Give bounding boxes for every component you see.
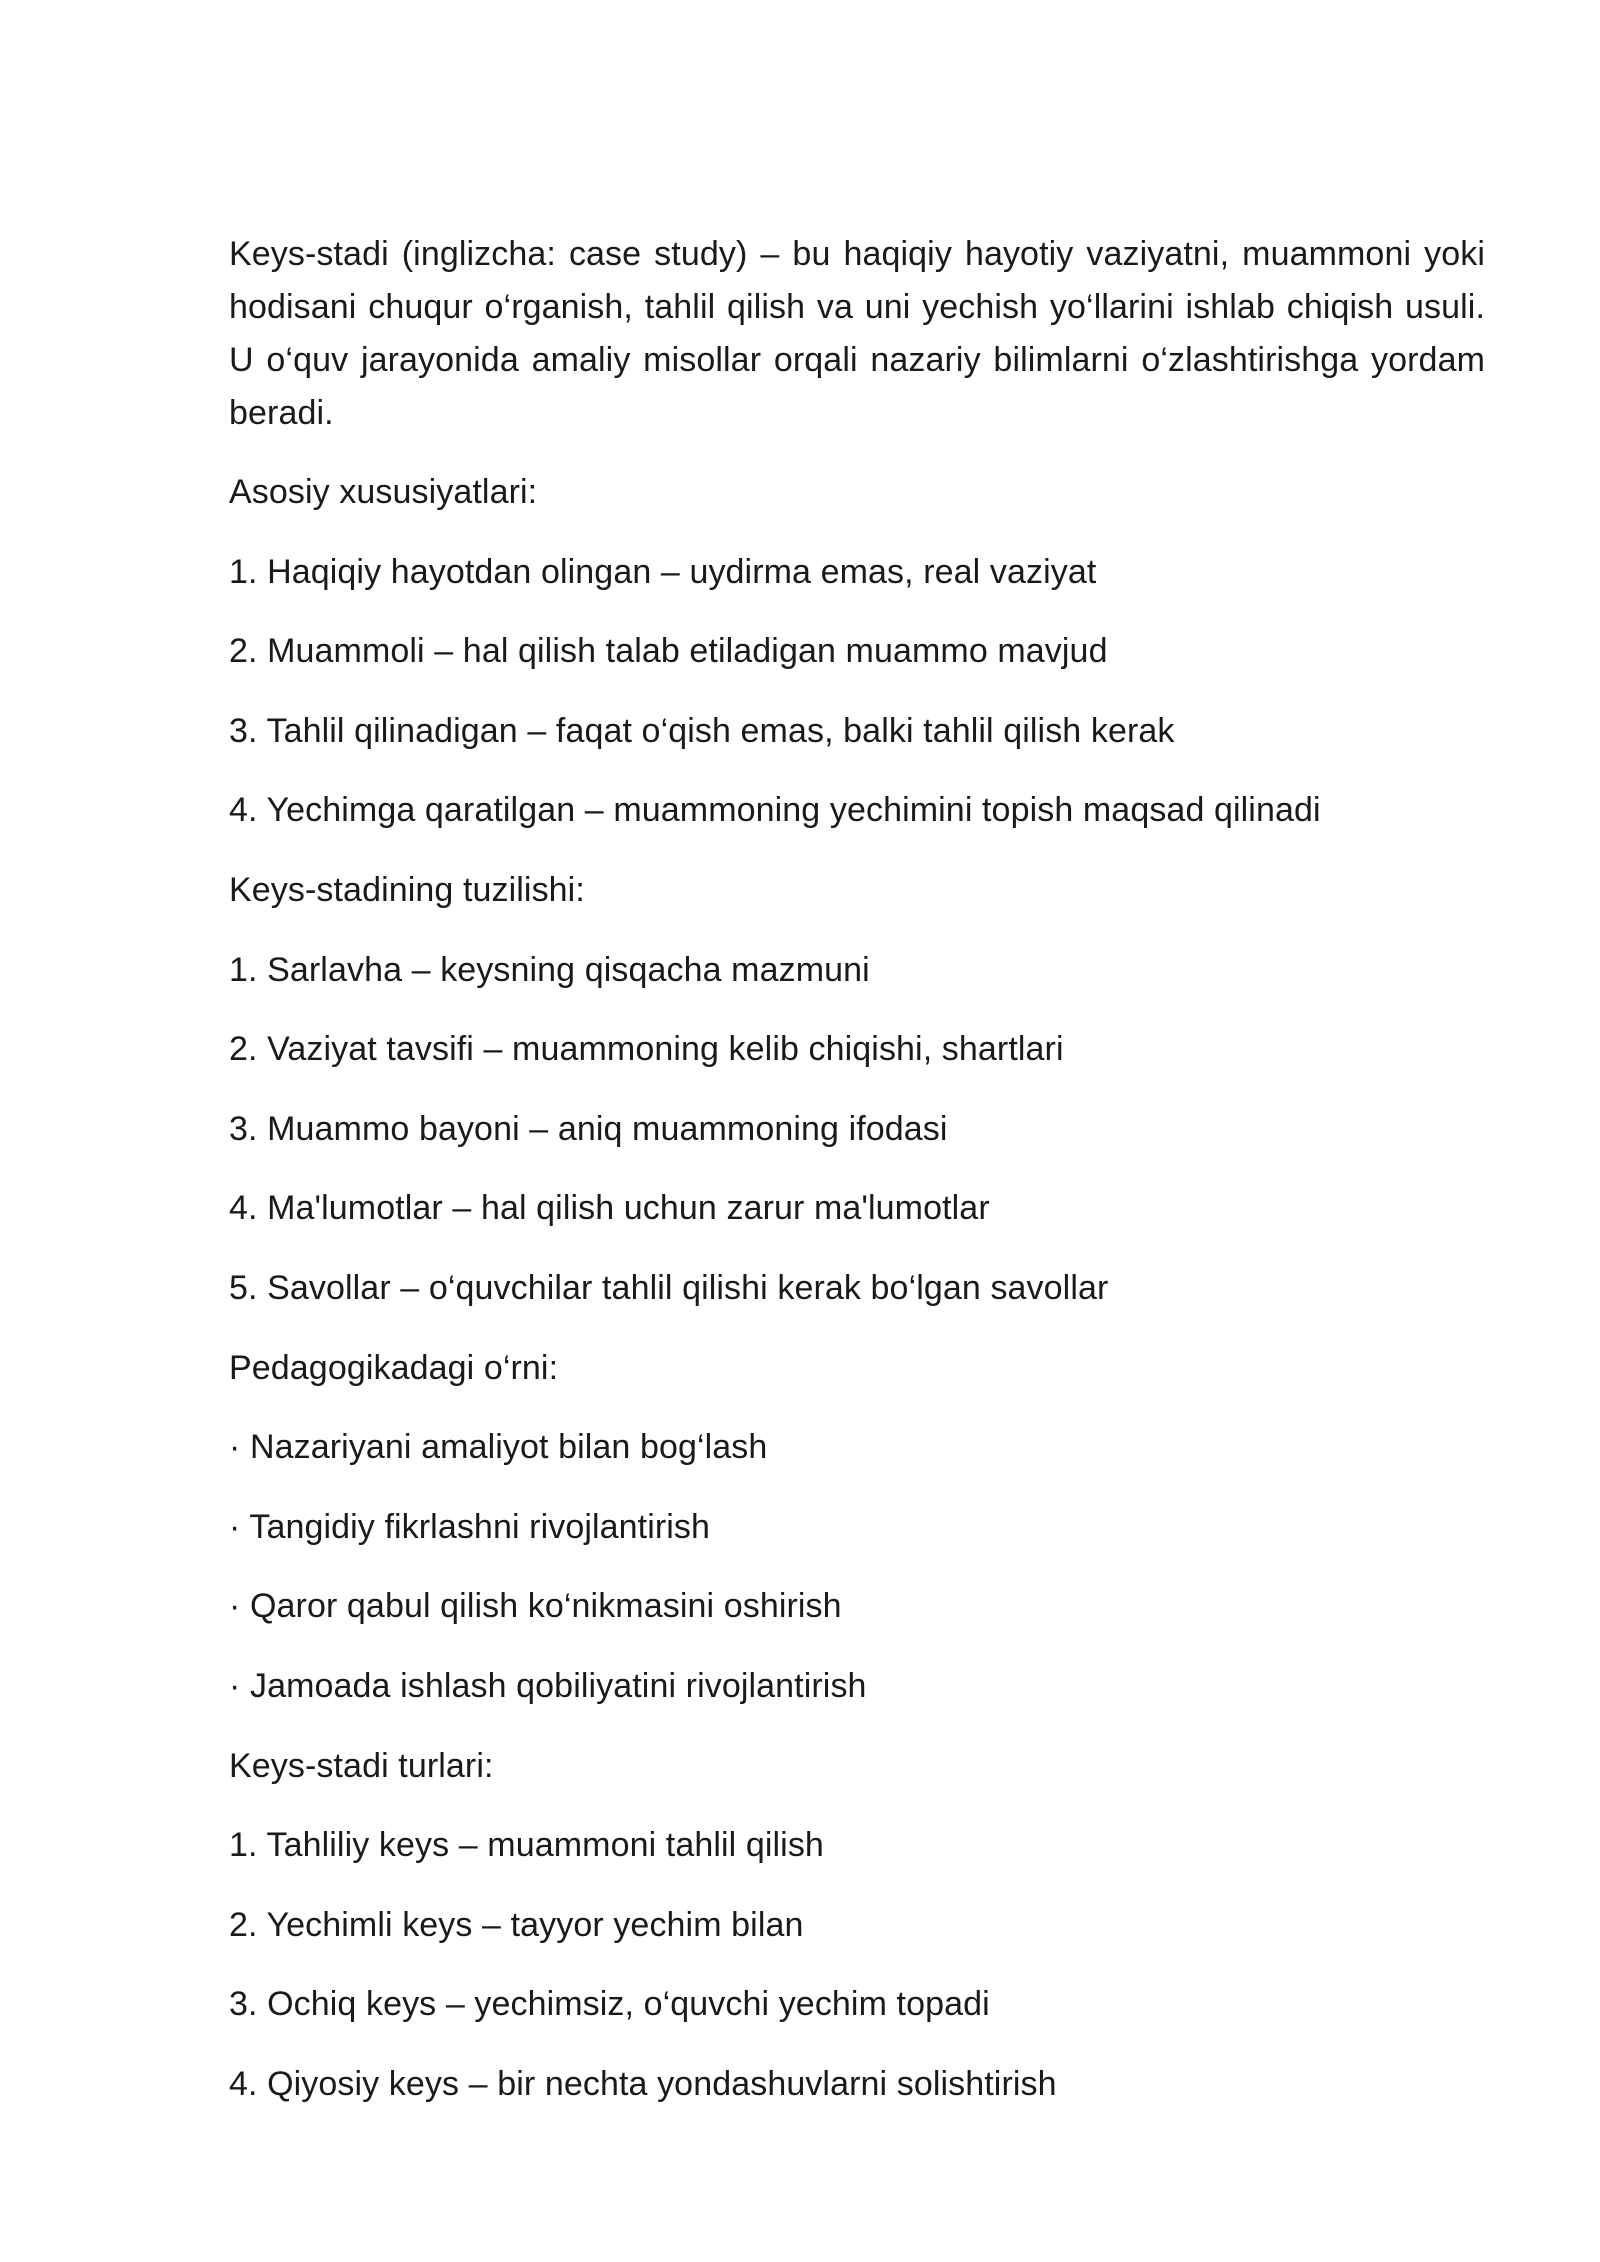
structure-item: 3. Muammo bayoni – aniq muammoning ifodasi <box>229 1109 948 1148</box>
types-item: 4. Qiyosiy keys – bir nechta yondashuvlarni solishtirish <box>229 2064 1057 2103</box>
types-item: 3. Ochiq keys – yechimsiz, o‘quvchi yechim topadi <box>229 1985 990 2024</box>
pedagogy-bullet: · Qaror qabul qilish ko‘nikmasini oshirish <box>229 1587 842 1626</box>
document-body <box>229 228 1485 2111</box>
types-item: 2. Yechimli keys – tayyor yechim bilan <box>229 1905 804 1944</box>
types-item: 1. Tahliliy keys – muammoni tahlil qilish <box>229 1826 824 1865</box>
features-item: 2. Muammoli – hal qilish talab etiladigan muammo mavjud <box>229 632 1108 671</box>
structure-item: 2. Vaziyat tavsifi – muammoning kelib chiqishi, shartlari <box>229 1030 1064 1069</box>
pedagogy-bullet: · Nazariyani amaliyot bilan bog‘lash <box>229 1428 768 1467</box>
pedagogy-bullet: · Tangidiy fikrlashni rivojlantirish <box>229 1507 711 1546</box>
intro-paragraph: Keys-stadi (inglizcha: case study) – bu haqiqiy hayotiy vaziyatni, muammoni yoki hodisani chuqur o‘rganish, tahlil qilish va uni yechish yo‘llarini ishlab chiqish usuli. U o‘quv jarayonida amaliy misollar orqali nazariy bilimlarni o‘zlashtirishga yordam beradi. <box>229 235 1485 432</box>
types-heading: Keys-stadi turlari: <box>229 1746 494 1785</box>
structure-item: 4. Ma'lumotlar – hal qilish uchun zarur ma'lumotlar <box>229 1189 990 1228</box>
structure-item: 5. Savollar – o‘quvchilar tahlil qilishi kerak bo‘lgan savollar <box>229 1268 1109 1307</box>
structure-item: 1. Sarlavha – keysning qisqacha mazmuni <box>229 950 870 989</box>
features-heading: Asosiy xususiyatlari: <box>229 473 538 511</box>
features-item: 3. Tahlil qilinadigan – faqat o‘qish emas, balki tahlil qilish kerak <box>229 711 1175 750</box>
features-item: 1. Haqiqiy hayotdan olingan – uydirma emas, real vaziyat <box>229 552 1097 591</box>
features-item: 4. Yechimga qaratilgan – muammoning yechimini topish maqsad qilinadi <box>229 791 1321 830</box>
pedagogy-heading: Pedagogikadagi o‘rni: <box>229 1348 559 1387</box>
pedagogy-bullet: · Jamoada ishlash qobiliyatini rivojlantirish <box>229 1666 867 1705</box>
structure-heading: Keys-stadining tuzilishi: <box>229 870 585 909</box>
